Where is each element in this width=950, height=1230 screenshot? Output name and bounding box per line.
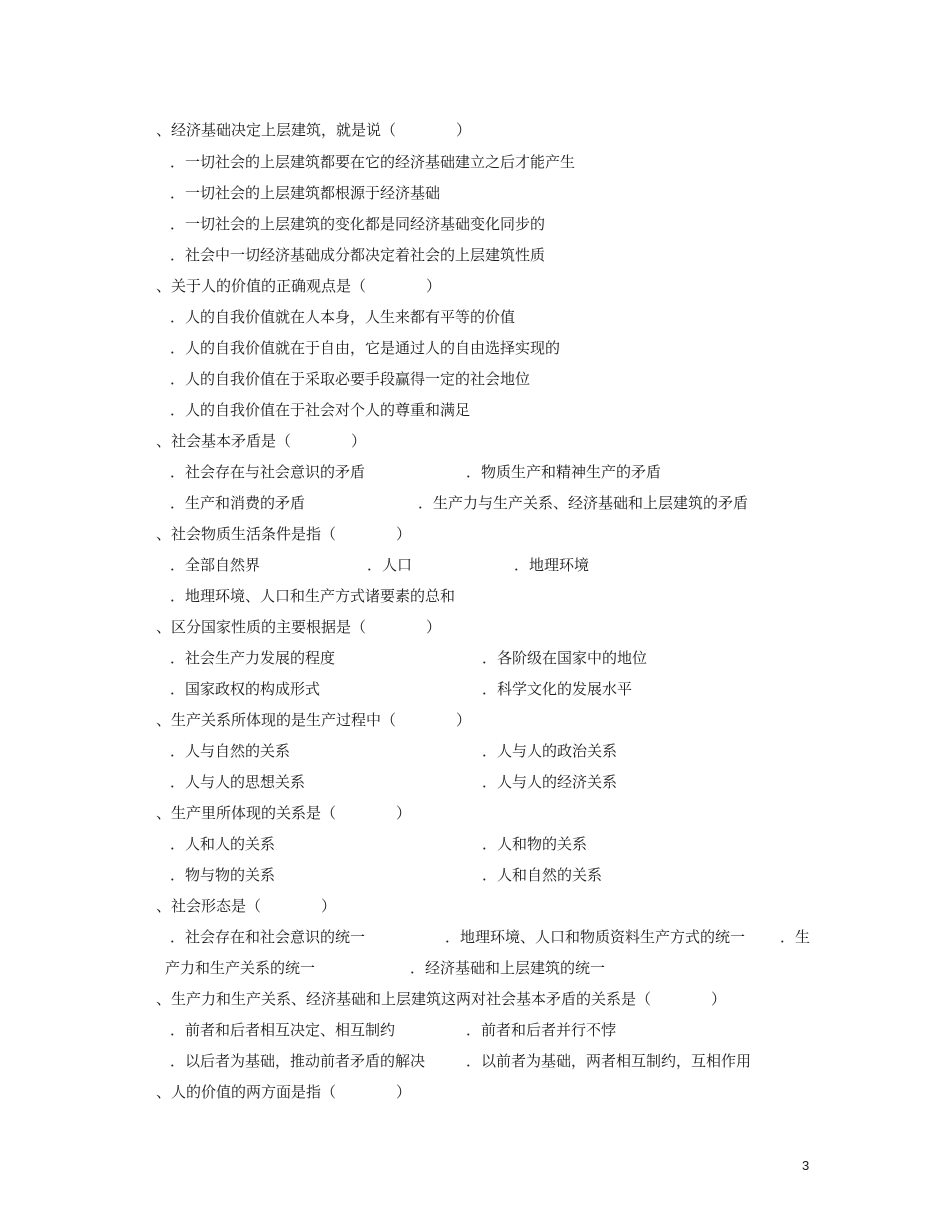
- question-3-option-b: ．物质生产和精神生产的矛盾: [466, 463, 662, 481]
- question-5-stem: 、区分国家性质的主要根据是（ ）: [156, 618, 442, 636]
- question-7-stem: 、生产里所体现的关系是（ ）: [156, 804, 412, 822]
- question-9-option-a: ．前者和后者相互决定、相互制约: [170, 1021, 396, 1039]
- question-6-option-a: ．人与自然的关系: [170, 742, 291, 760]
- question-8-option-a: ．社会存在和社会意识的统一: [170, 928, 366, 946]
- question-4-option-c: ．地理环境: [514, 556, 590, 574]
- question-8-stem: 、社会形态是（ ）: [156, 897, 337, 915]
- question-2-option-b: ．人的自我价值就在于自由，它是通过人的自由选择实现的: [170, 339, 561, 357]
- question-2-option-d: ．人的自我价值在于社会对个人的尊重和满足: [170, 401, 471, 419]
- question-3-option-c: ．生产和消费的矛盾: [170, 494, 306, 512]
- question-1-option-b: ．一切社会的上层建筑都根源于经济基础: [170, 184, 441, 202]
- question-6-option-b: ．人与人的政治关系: [482, 742, 618, 760]
- question-8-option-c-start: ．生: [780, 928, 811, 946]
- question-8-option-c-cont: 产力和生产关系的统一: [165, 959, 316, 977]
- question-5-option-c: ．国家政权的构成形式: [170, 680, 321, 698]
- question-2-option-a: ．人的自我价值就在人本身，人生来都有平等的价值: [170, 308, 516, 326]
- question-6-stem: 、生产关系所体现的是生产过程中（ ）: [156, 711, 472, 729]
- question-3-option-d: ．生产力与生产关系、经济基础和上层建筑的矛盾: [418, 494, 749, 512]
- question-1-option-a: ．一切社会的上层建筑都要在它的经济基础建立之后才能产生: [170, 153, 576, 171]
- question-1-option-d: ．社会中一切经济基础成分都决定着社会的上层建筑性质: [170, 246, 546, 264]
- question-5-option-b: ．各阶级在国家中的地位: [482, 649, 648, 667]
- question-4-stem: 、社会物质生活条件是指（ ）: [156, 525, 412, 543]
- question-7-option-b: ．人和物的关系: [482, 835, 588, 853]
- question-8-option-d: ．经济基础和上层建筑的统一: [410, 959, 606, 977]
- question-2-option-c: ．人的自我价值在于采取必要手段赢得一定的社会地位: [170, 370, 531, 388]
- question-9-option-b: ．前者和后者并行不悖: [466, 1021, 617, 1039]
- question-5-option-d: ．科学文化的发展水平: [482, 680, 633, 698]
- question-9-option-c: ．以后者为基础，推动前者矛盾的解决: [170, 1052, 426, 1070]
- question-7-option-c: ．物与物的关系: [170, 866, 276, 884]
- question-10-stem: 、人的价值的两方面是指（ ）: [156, 1083, 412, 1101]
- question-7-option-a: ．人和人的关系: [170, 835, 276, 853]
- question-8-option-b: ．地理环境、人口和物质资料生产方式的统一: [445, 928, 746, 946]
- question-4-option-d: ．地理环境、人口和生产方式诸要素的总和: [170, 587, 456, 605]
- question-1-option-c: ．一切社会的上层建筑的变化都是同经济基础变化同步的: [170, 215, 546, 233]
- question-9-option-d: ．以前者为基础，两者相互制约，互相作用: [466, 1052, 752, 1070]
- page-number: 3: [802, 1158, 810, 1173]
- question-3-stem: 、社会基本矛盾是（ ）: [156, 432, 367, 450]
- question-6-option-c: ．人与人的思想关系: [170, 773, 306, 791]
- question-7-option-d: ．人和自然的关系: [482, 866, 603, 884]
- question-9-stem: 、生产力和生产关系、经济基础和上层建筑这两对社会基本矛盾的关系是（ ）: [156, 990, 727, 1008]
- question-4-option-a: ．全部自然界: [170, 556, 261, 574]
- question-3-option-a: ．社会存在与社会意识的矛盾: [170, 463, 366, 481]
- question-5-option-a: ．社会生产力发展的程度: [170, 649, 336, 667]
- question-6-option-d: ．人与人的经济关系: [482, 773, 618, 791]
- question-2-stem: 、关于人的价值的正确观点是（ ）: [156, 277, 442, 295]
- question-1-stem: 、经济基础决定上层建筑，就是说（ ）: [156, 121, 472, 139]
- question-4-option-b: ．人口: [367, 556, 413, 574]
